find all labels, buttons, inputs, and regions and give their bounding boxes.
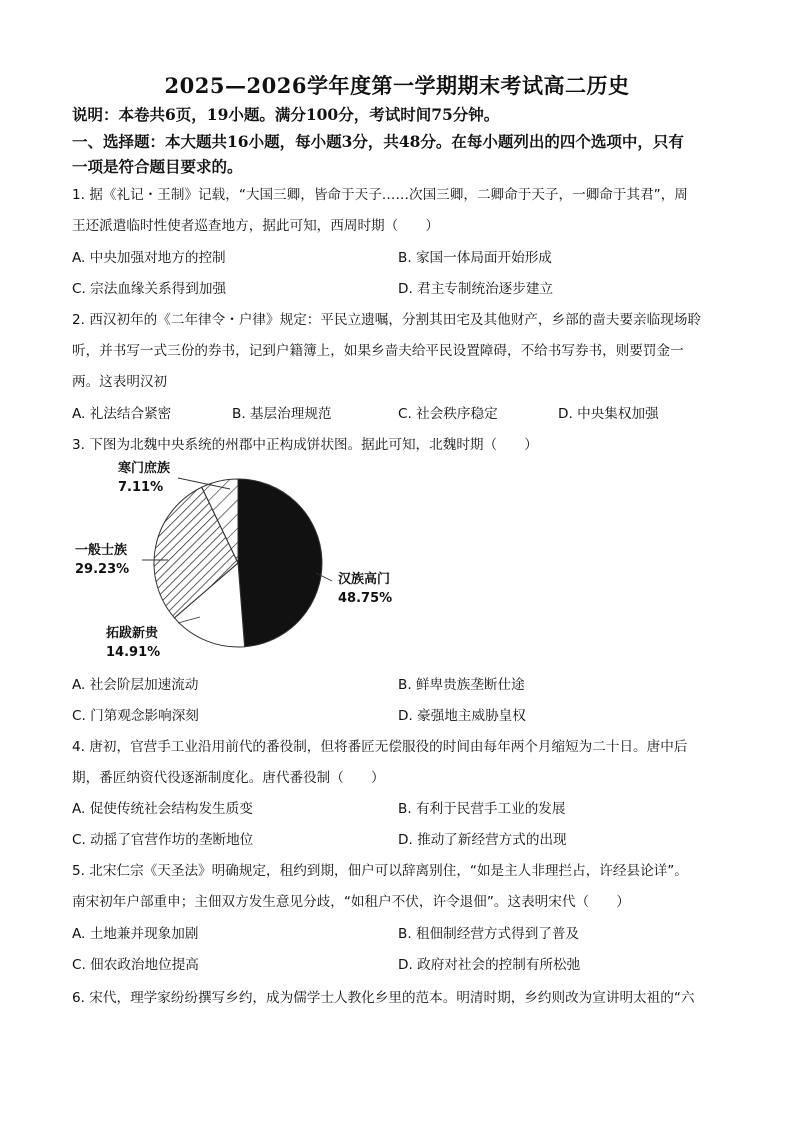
question-4-option-c[interactable]: C. 动摇了官营作坊的垄断地位 bbox=[72, 832, 254, 848]
question-2-option-d[interactable]: D. 中央集权加强 bbox=[558, 406, 659, 422]
question-5-option-d[interactable]: D. 政府对社会的控制有所松弛 bbox=[398, 957, 581, 973]
question-3-option-b[interactable]: B. 鲜卑贵族垄断仕途 bbox=[398, 677, 525, 693]
legend-value-hanmen: 7.11% bbox=[118, 480, 164, 495]
legend-value-tuoba: 14.91% bbox=[106, 645, 161, 660]
question-5-line2: 南宋初年户部重申；主佃双方发生意见分歧，“如租户不伏，许令退佃”。这表明宋代（ ） bbox=[72, 894, 630, 910]
question-5-line1: 5. 北宋仁宗《天圣法》明确规定，租约到期，佃户可以辞离别住，“如是主人非理拦占，许经县论详”。 bbox=[72, 863, 688, 879]
instructions: 说明：本卷共6页，19小题。满分100分，考试时间75分钟。 bbox=[72, 105, 500, 124]
question-2-option-b[interactable]: B. 基层治理规范 bbox=[232, 406, 332, 422]
question-1-option-b[interactable]: B. 家国一体局面开始形成 bbox=[398, 250, 552, 266]
question-1-option-a[interactable]: A. 中央加强对地方的控制 bbox=[72, 250, 226, 266]
legend-value-hanzu: 48.75% bbox=[338, 591, 393, 606]
question-1-option-c[interactable]: C. 宗法血缘关系得到加强 bbox=[72, 281, 227, 297]
question-3-option-c[interactable]: C. 门第观念影响深刻 bbox=[72, 708, 199, 724]
question-3-line1: 3. 下图为北魏中央系统的州郡中正构成饼状图。据此可知，北魏时期（ ） bbox=[72, 437, 538, 453]
question-2-line2: 听，并书写一式三份的券书，记到户籍簿上，如果乡啬夫给平民设置障碍，不给书写券书，则要罚金一 bbox=[72, 343, 684, 359]
section-heading-line1: 一、选择题：本大题共16小题，每小题3分，共48分。在每小题列出的四个选项中，只有 bbox=[72, 132, 684, 151]
question-1-line1: 1. 据《礼记・王制》记载，“大国三卿，皆命于天子……次国三卿，二卿命于天子，一卿命于其君”，周 bbox=[72, 187, 688, 203]
section-heading-line2: 一项是符合题目要求的。 bbox=[72, 157, 243, 176]
question-4-option-b[interactable]: B. 有利于民营手工业的发展 bbox=[398, 801, 566, 817]
question-1-line2: 王还派遣临时性使者巡查地方，据此可知，西周时期（ ） bbox=[72, 218, 440, 234]
question-2-option-c[interactable]: C. 社会秩序稳定 bbox=[398, 406, 498, 422]
question-3-option-a[interactable]: A. 社会阶层加速流动 bbox=[72, 677, 199, 693]
question-4-line1: 4. 唐初，官营手工业沿用前代的番役制，但将番匠无偿服役的时间由每年两个月缩短为二十日。唐中后 bbox=[72, 739, 688, 755]
question-5-option-b[interactable]: B. 租佃制经营方式得到了普及 bbox=[398, 926, 580, 942]
question-2-line3: 两。这表明汉初 bbox=[72, 374, 168, 390]
legend-label-hanzu: 汉族高门 bbox=[338, 572, 391, 587]
legend-label-yiban: 一般士族 bbox=[75, 543, 128, 558]
question-4-line2: 期，番匠纳资代役逐渐制度化。唐代番役制（ ） bbox=[72, 770, 385, 786]
question-2-option-a[interactable]: A. 礼法结合紧密 bbox=[72, 406, 172, 422]
legend-label-tuoba: 拓跋新贵 bbox=[106, 626, 159, 641]
question-5-option-c[interactable]: C. 佃农政治地位提高 bbox=[72, 957, 199, 973]
question-4-option-a[interactable]: A. 促使传统社会结构发生质变 bbox=[72, 801, 253, 817]
question-6-line1: 6. 宋代，理学家纷纷撰写乡约，成为儒学士人教化乡里的范本。明清时期，乡约则改为宣讲明太祖的“六 bbox=[72, 990, 695, 1006]
question-2-line1: 2. 西汉初年的《二年律令・户律》规定：平民立遗嘱，分割其田宅及其他财产，乡部的啬夫要亲临现场聆 bbox=[72, 312, 702, 328]
legend-value-yiban: 29.23% bbox=[75, 562, 130, 577]
pie-chart bbox=[70, 455, 430, 665]
question-3-option-d[interactable]: D. 豪强地主威胁皇权 bbox=[398, 708, 526, 724]
question-4-option-d[interactable]: D. 推动了新经营方式的出现 bbox=[398, 832, 567, 848]
question-1-option-d[interactable]: D. 君主专制统治逐步建立 bbox=[398, 281, 554, 297]
page-title: 2025—2026学年度第一学期期末考试高二历史 bbox=[164, 73, 630, 98]
legend-label-hanmen: 寒门庶族 bbox=[118, 461, 171, 476]
pie-slice-0 bbox=[238, 479, 322, 647]
question-5-option-a[interactable]: A. 土地兼并现象加剧 bbox=[72, 926, 199, 942]
